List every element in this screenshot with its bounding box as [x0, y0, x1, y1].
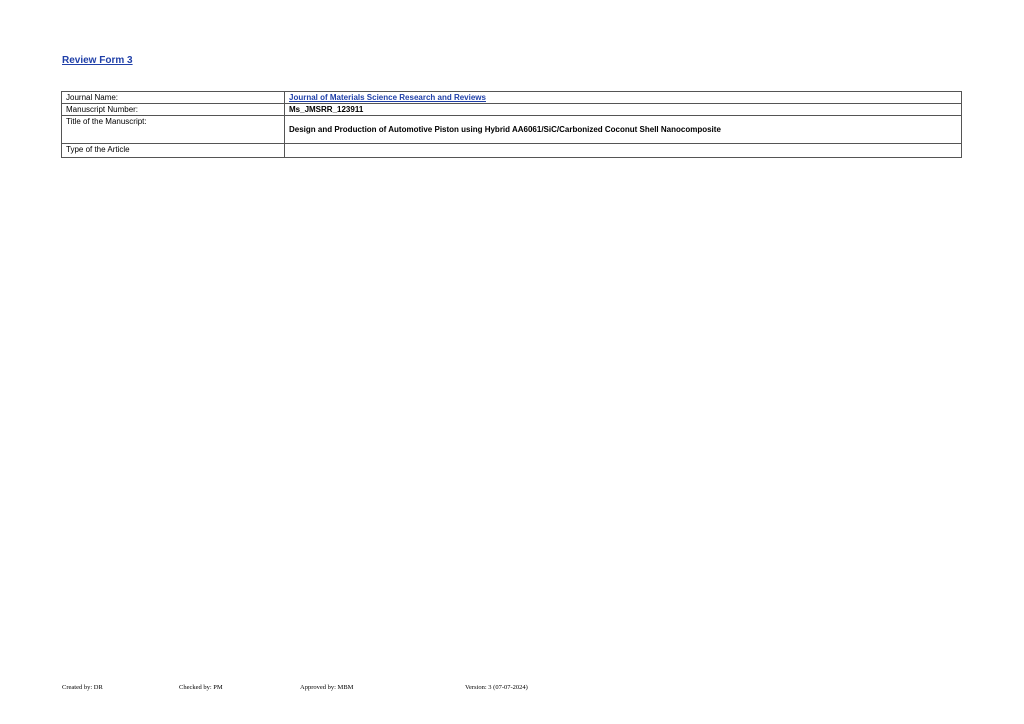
- manuscript-title-value: Design and Production of Automotive Piston using Hybrid AA6061/SiC/Carbonized Coconut Shell Nanocomposite: [289, 125, 721, 134]
- article-type-label: Type of the Article: [62, 144, 285, 158]
- manuscript-title-row: [62, 116, 962, 144]
- manuscript-number-value: Ms_JMSRR_123911: [289, 105, 364, 114]
- manuscript-number-value-cell: [285, 104, 962, 116]
- journal-name-link[interactable]: Journal of Materials Science Research and Reviews: [289, 93, 486, 102]
- footer-version: Version: 3 (07-07-2024): [465, 684, 528, 691]
- article-type-row: [62, 144, 962, 158]
- review-form-title: Review Form 3: [62, 55, 133, 66]
- journal-name-value-cell: [285, 92, 962, 104]
- journal-name-row: [62, 92, 962, 104]
- footer-created-by: Created by: DR: [62, 684, 103, 691]
- footer-checked-by: Checked by: PM: [179, 684, 223, 691]
- article-type-value: [285, 144, 962, 158]
- journal-name-label: Journal Name:: [62, 92, 285, 104]
- manuscript-title-value-cell: [285, 116, 962, 144]
- footer-approved-by: Approved by: MBM: [300, 684, 354, 691]
- manuscript-number-label: Manuscript Number:: [62, 104, 285, 116]
- manuscript-info-table: [61, 91, 962, 158]
- manuscript-number-row: [62, 104, 962, 116]
- manuscript-title-label: Title of the Manuscript:: [62, 116, 285, 144]
